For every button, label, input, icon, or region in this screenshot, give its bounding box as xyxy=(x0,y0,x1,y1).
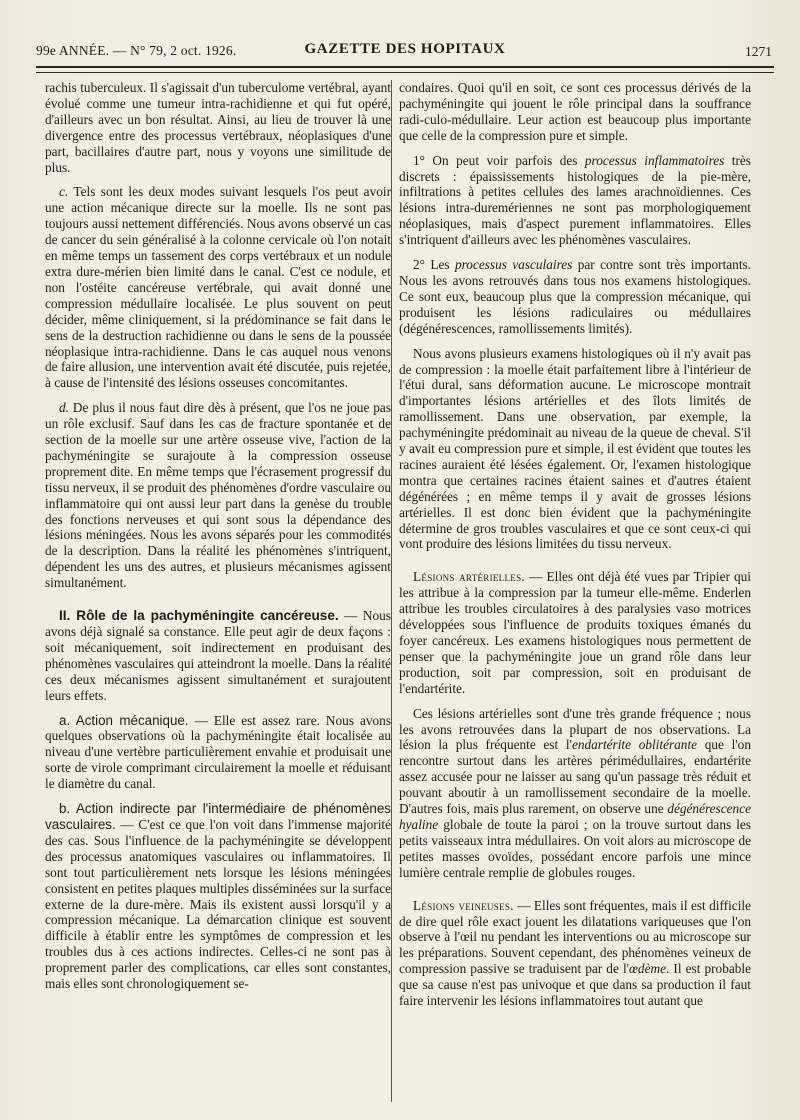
subsection-heading: Lésions artérielles. xyxy=(413,569,526,585)
paragraph-text: condaires. Quoi qu'il en soit, ce sont ces processus dérivés de la pachyméningite qui jouent le rôle principal dans la souffrance radi-culo-médullaire. Leur action est beaucoup plus importante que celle de la compression pure et simple. xyxy=(399,80,751,143)
paragraph-d xyxy=(45,400,391,591)
paragraph-text: que l'on rencontre surtout dans les artères périmédullaires, endartérite assez accusée pour ne laisser au sang qu'un passage très réduit et pouvant aboutir à un ramollissement secondaire de la moelle. D'autres fois, mais plus rarement, on observe une xyxy=(399,737,751,817)
paragraph-text: Nous avons plusieurs examens histologiques où il n'y avait pas de compression : la moelle était parfaitement libre à l'intérieur de l'étui dural, sans déformation aucune. Le microscope montrait d'importantes lésions artérielles et des îlots limités de ramollissement. Dans une observation, par exemple, la pachyméningite prédominait au niveau de la queue de cheval. S'il y avait eu compression pure et simple, il est évident que toutes les racines auraient été lésées également. Or, l'examen histologique montra que certaines racines étaient saines et d'autres étaient dégénérées ; en même temps il y avait de grosses lésions artérielles. Il est donc bien évident que la pachyméningite détermine de gros troubles vasculaires et que ce sont ceux-ci qui vont produire des lésions limitées du tissu nerveux. xyxy=(399,345,751,552)
paragraph-text: — Elles ont déjà été vues par Tripier qui les attribue à la compression par la tumeur elle-même. Enderlen attribue les troubles circulatoires à des paralysies vaso motrices développées sous l'influence de produits toxiques émanés du foyer cancéreux. Les examens histologiques nous permettent de penser que la pachyméningite joue un grand rôle dans leur production, soit par compression, soit en produisant de l'endartérite. xyxy=(399,569,752,696)
emphasis: processus vasculaires xyxy=(454,257,573,273)
paragraph-text: rachis tuberculeux. Il s'agissait d'un tuberculome vertébral, ayant évolué comme une tumeur intra-rachidienne et qui fut opéré, d'ailleurs avec un bon résultat. Ainsi, au lieu de trouver là une divergence entre des processus vertébraux, néoplasiques d'une part, bacillaires d'autre part, nous y voyons une similitude de plus. xyxy=(45,80,391,175)
paragraph-text: très discrets : épaississements histologiques de la pie-mère, infiltrations à petites cellules des lames arachnoïdiennes. Ces lésions intra-duremériennes ne sont pas morphologiquement néoplasiques, mais d'aspect purement inflammatoires. Elles s'intriquent d'ailleurs avec les phénomènes vasculaires. xyxy=(399,152,751,248)
paragraph-text: 2° Les xyxy=(413,257,450,273)
paragraph xyxy=(399,706,751,881)
paragraph-a xyxy=(45,713,391,793)
paragraph-2 xyxy=(399,257,751,337)
paragraph-text: De plus il nous faut dire dès à présent, que l'os ne joue pas un rôle exclusif. Sauf dans les cas de fracture spontanée et de section de la moelle sur une artère osseuse vive, l'action de la pachyméningite se surajoute à la compression osseuse proprement dite. En même temps que l'écrasement progressif du tissu nerveux, il se produit des phénomènes d'ordre vasculaire ou inflammatoire qui ont aussi leur part dans la genèse du trouble des fonctions nerveuses et qui sont sous la dépendance des lésions méningées. Nous les avons séparés pour les commodités de la description. Dans la réalité les phénomènes s'intriquent, dépendent les uns des autres, et plusieurs mécanismes agissent simultanément. xyxy=(45,400,391,591)
emphasis: œdème xyxy=(629,961,666,977)
section-ii xyxy=(45,608,391,703)
paragraph xyxy=(399,80,751,144)
paragraph-text: . Il est probable que sa cause n'est pas univoque et que dans sa production il faut faire intervenir les lésions inflammatoires tout autant que xyxy=(399,961,751,1009)
emphasis: endartérite oblitérante xyxy=(571,737,698,753)
section-heading: II. Rôle de la pachyméningite cancéreuse. xyxy=(59,608,339,624)
paragraph-text: 1° On peut voir parfois des xyxy=(413,152,578,168)
paragraph-lesions-veineuses xyxy=(399,898,751,1009)
item-label: d. xyxy=(59,400,69,416)
right-column xyxy=(399,80,751,1018)
paragraph-text: par contre sont très importants. Nous les avons retrouvés dans tous nos examens histologiques. Ce sont eux, beaucoup plus que la compression mécanique, qui produisent les lésions radiculaires ou médullaires (dégénérescences, ramollissements limités). xyxy=(399,257,752,336)
emphasis: dégénérescence hyaline xyxy=(399,801,751,832)
paragraph-1 xyxy=(399,153,751,248)
subsection-heading: b. Action indirecte par l'intermédiaire de phénomènes vasculaires. xyxy=(45,801,391,832)
subsection-heading: Lésions veineuses. xyxy=(413,897,514,913)
paragraph-text: globale de toute la paroi ; on la trouve surtout dans les petits vaisseaux intra médullaires. On voit alors au microscope de petites masses ovoïdes, possédant encore parfois une mince lumière centrale remplie de globules rouges. xyxy=(399,816,751,880)
paragraph-text: Ces lésions artérielles sont d'une très grande fréquence ; nous les avons retrouvées dans la plupart de nos observations. La lésion la plus fréquente est l' xyxy=(399,705,751,753)
paragraph-text: — Elles sont fréquentes, mais il est difficile de dire quel rôle exact jouent les dilatations variqueuses que l'on observe à l'œil nu pendant les interventions ou au microscope sur les préparations. Souvent cependant, des phénomènes veineux de compression passive se traduisent par de l' xyxy=(399,897,751,977)
paragraph-b xyxy=(45,801,391,992)
paragraph xyxy=(399,346,751,553)
paragraph-text: — C'est ce que l'on voit dans l'immense majorité des cas. Sous l'influence de la pachyméningite se développent des processus anatomiques vasculaires ou inflammatoires. Il sont tout particulièrement nets lorsque les lésions méningées consistent en petites plaques multiples disséminées sur la surface externe de la dure-mère. Mais ils existent aussi lorsqu'il y a compression mécanique. La démarcation clinique est souvent difficile à établir entre les symptômes de compression et les troubles dus à ces actions indirectes. Celles-ci ne sont pas à proprement parler des complications, car elles sont constantes, mais elles sont chronologiquement se- xyxy=(45,816,392,992)
paragraph-text: — Elle est assez rare. Nous avons quelques observations où la pachyméningite était localisée au niveau d'une vertèbre particulièrement envahie et produisait une sorte de virole comprimant circulairement la moelle et réduisant le diamètre du canal. xyxy=(45,712,391,792)
subsection-heading: a. Action mécanique. xyxy=(59,712,189,728)
emphasis: processus inflammatoires xyxy=(584,152,725,168)
header-rule-thin xyxy=(36,72,774,73)
item-label: c. xyxy=(59,184,69,200)
journal-title: GAZETTE DES HOPITAUX xyxy=(304,41,506,57)
running-header xyxy=(36,38,774,64)
issue-info: 99e ANNÉE. — N° 79, 2 oct. 1926. xyxy=(36,43,237,58)
column-divider xyxy=(391,80,392,1102)
paragraph-text: Tels sont les deux modes suivant lesquels l'os peut avoir une action mécanique directe sur la moelle. Ils ne sont pas toujours aussi nettement différenciés. Nous avons observé un cas de cancer du sein généralisé à la colonne cervicale où l'on notait en même temps un tassement des corps vertébraux et un nodule extra dure-mérien bien limité dans le canal. C'est ce nodule, et non l'ostéite cancéreuse vertébrale, qui avait donné une compression médullaire localisée. Le plus souvent on peut décider, même cliniquement, si la prédominance se fait dans le sens de la destruction rachidienne ou dans le sens de la poussée néoplasique intra-rachidienne. Dans le cas auquel nous venons de faire allusion, une intervention avait été discutée, puis rejetée, à cause de l'intensité des lésions osseuses concomitantes. xyxy=(45,184,391,391)
paragraph-c xyxy=(45,184,391,391)
header-rule xyxy=(36,66,774,68)
paragraph-lesions-arterielles xyxy=(399,569,751,696)
paragraph xyxy=(45,80,391,175)
left-column xyxy=(45,80,391,1001)
paragraph-text: — Nous avons déjà signalé sa constance. Elle peut agir de deux façons : soit mécaniquement, soit indirectement en produisant des phénomènes vasculaires qui atteindront la moelle. Dans la réalité ces deux mécanismes agissent simultanément et surajoutent leurs effets. xyxy=(45,608,391,703)
page-number: 1271 xyxy=(745,44,772,59)
